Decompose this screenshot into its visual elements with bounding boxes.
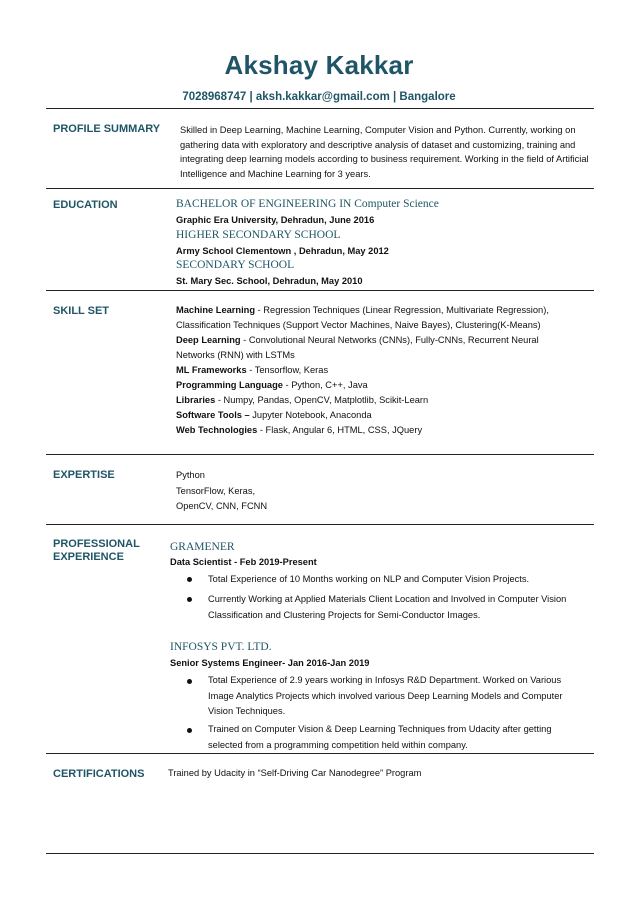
job-bullet: Currently Working at Applied Materials Client Location and Involved in Computer Vision Classification and Clustering Projects for Semi-Conductor Images. <box>208 594 567 620</box>
degree-secondary: SECONDARY SCHOOL <box>176 259 295 271</box>
skill-line: ML Frameworks - Tensorflow, Keras <box>176 365 329 375</box>
profile-summary-text: Skilled in Deep Learning, Machine Learning, Computer Vision and Python. Currently, working on gathering data with exploratory and descriptive analysis of dataset and customizing, training and integrating deep learning models according to business requirement. Working in the field of Artificial Intelligence and Machine Learning for 3 years. <box>180 125 589 179</box>
contact-line: 7028968747 | aksh.kakkar@gmail.com | Bangalore <box>182 91 456 103</box>
skill-line: Deep Learning - Convolutional Neural Networks (CNNs), Fully-CNNs, Recurrent Neural <box>176 335 539 345</box>
role-gramener: Data Scientist - Feb 2019-Present <box>170 557 317 567</box>
section-divider <box>46 290 594 291</box>
job-bullet: Total Experience of 10 Months working on NLP and Computer Vision Projects. <box>208 574 530 584</box>
school-graphic-era: Graphic Era University, Dehradun, June 2016 <box>176 215 375 225</box>
job-bullet: Total Experience of 2.9 years working in Infosys R&D Department. Worked on Various Image Analytics Projects which involved various Deep Learning Models and Computer Vision Techniques. <box>208 675 563 716</box>
role-infosys: Senior Systems Engineer- Jan 2016-Jan 2019 <box>170 658 370 668</box>
expertise-item: Python <box>176 470 205 480</box>
bullet-icon <box>187 728 192 733</box>
certification-text: Trained by Udacity in “Self-Driving Car Nanodegree” Program <box>168 768 422 778</box>
school-army-school: Army School Clementown , Dehradun, May 2012 <box>176 246 389 256</box>
experience-heading: PROFESSIONAL EXPERIENCE <box>53 538 140 563</box>
section-divider <box>46 753 594 754</box>
skill-line: Programming Language - Python, C++, Java <box>176 380 368 390</box>
skill-line: Libraries - Numpy, Pandas, OpenCV, Matplotlib, Scikit-Learn <box>176 395 429 405</box>
skill-line: Machine Learning - Regression Techniques (Linear Regression, Multivariate Regression), <box>176 305 549 315</box>
profile-summary-heading: PROFILE SUMMARY <box>53 123 161 135</box>
skill-line: Web Technologies - Flask, Angular 6, HTML, CSS, JQuery <box>176 425 423 435</box>
job-bullet: Trained on Computer Vision & Deep Learning Techniques from Udacity after getting selected from a programming competition held within company. <box>208 724 552 750</box>
skill-line: Networks (RNN) with LSTMs <box>176 350 295 360</box>
section-divider <box>46 188 594 189</box>
education-heading: EDUCATION <box>53 199 118 211</box>
skill-set-heading: SKILL SET <box>53 305 110 317</box>
skill-line: Classification Techniques (Support Vector Machines, Naive Bayes), Clustering(K-Means) <box>176 320 541 330</box>
candidate-name: Akshay Kakkar <box>224 50 414 80</box>
certifications-heading: CERTIFICATIONS <box>53 768 145 780</box>
section-divider <box>46 524 594 525</box>
expertise-item: OpenCV, CNN, FCNN <box>176 501 268 511</box>
expertise-heading: EXPERTISE <box>53 469 115 481</box>
bullet-icon <box>187 577 192 582</box>
degree-higher-secondary: HIGHER SECONDARY SCHOOL <box>176 229 341 241</box>
school-st-mary: St. Mary Sec. School, Dehradun, May 2010 <box>176 276 363 286</box>
company-infosys: INFOSYS PVT. LTD. <box>170 641 272 653</box>
bullet-icon <box>187 597 192 602</box>
bullet-icon <box>187 679 192 684</box>
expertise-item: TensorFlow, Keras, <box>176 486 256 496</box>
company-gramener: GRAMENER <box>170 541 235 553</box>
section-divider <box>46 454 594 455</box>
skill-line: Software Tools – Jupyter Notebook, Anaconda <box>176 410 372 420</box>
section-divider <box>46 108 594 109</box>
footer-divider <box>46 853 594 854</box>
degree-bachelor: BACHELOR OF ENGINEERING IN Computer Science <box>176 198 439 210</box>
